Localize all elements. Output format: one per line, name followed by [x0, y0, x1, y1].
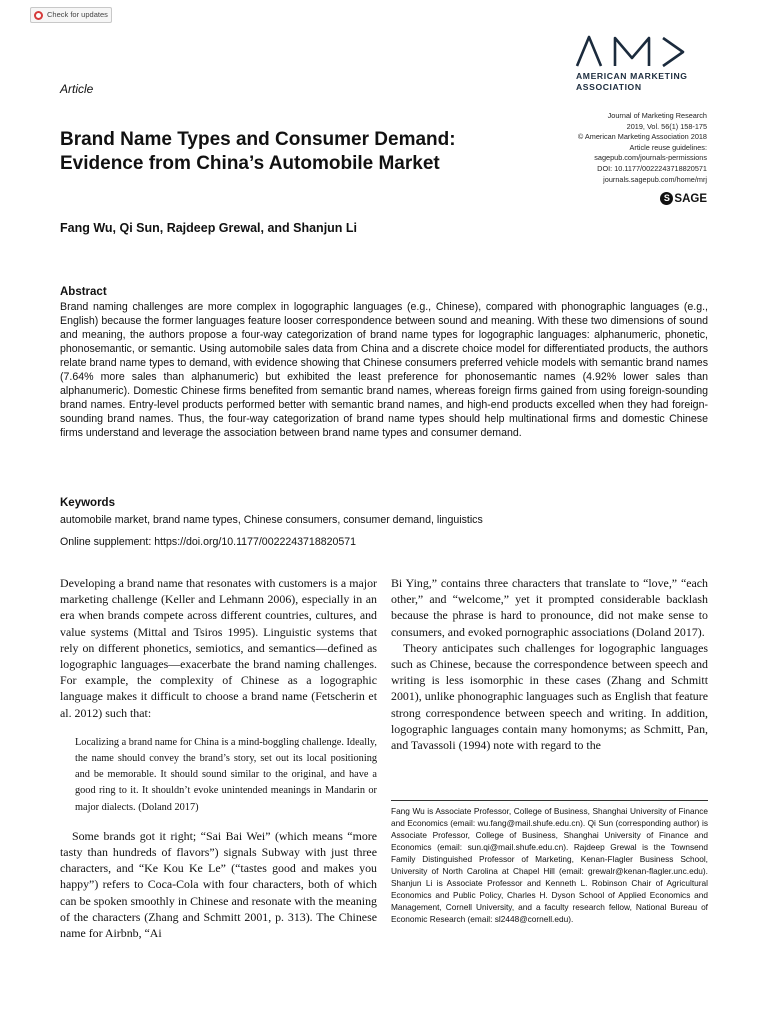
ama-name-line1: AMERICAN MARKETING: [576, 71, 688, 81]
article-type-label: Article: [60, 82, 94, 96]
ama-logo-letter-a: [577, 37, 601, 66]
check-for-updates-label: Check for updates: [47, 10, 108, 19]
svg-text:AM>: AM>: [575, 34, 578, 35]
article-title: [60, 128, 550, 176]
body-column-left: [60, 575, 377, 941]
reuse-guidelines: Article reuse guidelines:: [629, 142, 707, 152]
keywords-heading: Keywords: [60, 497, 115, 509]
body-paragraph: Developing a brand name that resonates with customers is a major marketing challenge (Keller and Lehmann 2006), especially in an era when brands compete across different countries, cultures, and value systems (Mittal and Tsiros 1995). Linguistic systems that rely on different phonetics, semiotics, and semantics—defined as logographic languages—exacerbate the brand naming challenges. For example, the complexity of Chinese as a logographic language makes it difficult to choose a brand name (Fetscherin et al. 2012) such that:: [60, 576, 377, 720]
title-line-1: Brand Name Types and Consumer Demand:: [60, 129, 456, 150]
ama-name: [576, 71, 716, 93]
body-column-right: [391, 575, 708, 753]
journal-volume: 2019, Vol. 56(1) 158-175: [626, 121, 707, 131]
sage-logo-text: SAGE: [674, 192, 707, 205]
ama-logo-letter-m: [615, 38, 649, 66]
doi[interactable]: DOI: 10.1177/0022243718820571: [597, 163, 707, 173]
crossmark-icon: [34, 11, 43, 20]
ama-name-line2: ASSOCIATION: [576, 82, 642, 92]
permissions-link[interactable]: sagepub.com/journals-permissions: [594, 153, 707, 163]
block-quote: Localizing a brand name for China is a mind-boggling challenge. Ideally, the name should convey the brand’s story, set out its local positioning and be memorable. It should sound similar to the original, and have a good ring to it. It shouldn’t evoke unintended meanings in Mandarin or major dialects. (Doland 2017): [75, 736, 377, 813]
footnote-divider: [391, 800, 708, 801]
journal-home-link[interactable]: journals.sagepub.com/home/mrj: [603, 174, 707, 184]
keywords-text: automobile market, brand name types, Chinese consumers, consumer demand, linguistics: [60, 514, 483, 526]
check-for-updates-badge[interactable]: [30, 7, 112, 23]
title-line-2: Evidence from China’s Automobile Market: [60, 153, 440, 174]
journal-info: [540, 111, 707, 185]
sage-logo: [660, 192, 707, 205]
body-paragraph: Some brands got it right; “Sai Bai Wei” (which means “more tasty than hundreds of flavors”) signals Subway with just three characters, and “Ke Kou Ke Le” (“tastes good and makes you happy”) refers to Coca-Cola with four characters, both of which can be spoken smoothly in Chinese and resonate with the meaning of the characters (Zhang and Schmitt 2001, p. 313). The Chinese name for Airbnb, “Ai: [60, 828, 377, 941]
journal-name: Journal of Marketing Research: [607, 111, 707, 120]
abstract-text: Brand naming challenges are more complex in logographic languages (e.g., Chinese), compared with phonographic languages (e.g., English) because the former languages feature looser correspondence between sound and meaning. With these two dimensions of sound and meaning, the authors propose a four-way categorization of brand name types for logographic languages: alphanumeric, phonetic, phonosemantic, or semantic. Using automobile sales data from China and a discrete choice model for differentiated products, the authors relate brand name types to demand, with evidence showing that Chinese consumers preferred vehicle models with semantic brand names (7.64% more sales than alphanumeric) but exhibited the least preference for phonosemantic names (4.92% lower sales than alphanumeric). Domestic Chinese firms benefited from semantic brand names, whereas foreign firms gained from using foreign-sounding brand names. Entry-level products performed better with semantic brand names, and high-end products excelled when they had foreign-sounding brand names. Thus, the four-way categorization of brand name types should help multinational firms and domestic Chinese firms understand and leverage the association between brand name types and consumer demand.: [60, 301, 708, 440]
abstract-heading: Abstract: [60, 286, 107, 298]
author-affiliations-footnote: Fang Wu is Associate Professor, College of Business, Shanghai University of Finance and Economics (email: wu.fang@mail.shufe.edu.cn). Qi Sun (corresponding author) is Associate Professor, College of Business, Shanghai University of Finance and Economics (email: sun.qi@mail.shufe.edu.cn). Rajdeep Grewal is the Townsend Family Distinguished Professor of Marketing, Kenan-Flagler Business School, University of North Carolina at Chapel Hill (email: grewalr@kenan-flagler.unc.edu). Shanjun Li is Associate Professor and Kenneth L. Robinson Chair of Agricultural Economics and Public Policy, Charles H. Dyson School of Applied Economics and Management, Cornell University, and a faculty research fellow, National Bureau of Economic Research (email: sl2448@cornell.edu).: [391, 806, 708, 924]
author-list: Fang Wu, Qi Sun, Rajdeep Grewal, and Shanjun Li: [60, 221, 358, 235]
online-supplement-link[interactable]: Online supplement: https://doi.org/10.1177/0022243718820571: [60, 536, 357, 548]
body-paragraph: Bi Ying,” contains three characters that translate to “love,” “each other,” and “welcome,” yet it prompted considerable backlash because the phrase is hard to pronounce, did not make sense to consumers, and evoked pornographic associations (Doland 2017).: [391, 576, 708, 639]
copyright: © American Marketing Association 2018: [577, 132, 707, 142]
ama-logo: [575, 34, 705, 68]
body-paragraph: Theory anticipates such challenges for logographic languages such as Chinese, because the correspondence between speech and writing is less isomorphic in these cases (Zhang and Schmitt 2001), unlike phonographic languages such as English that feature strong correspondence between speech and writing. In addition, logographic languages contain many homonyms; as Schmitt, Pan, and Tavassoli (1994) note with regard to the: [391, 640, 708, 753]
ama-logo-arrow: [663, 38, 683, 66]
sage-s-icon: S: [660, 192, 673, 205]
